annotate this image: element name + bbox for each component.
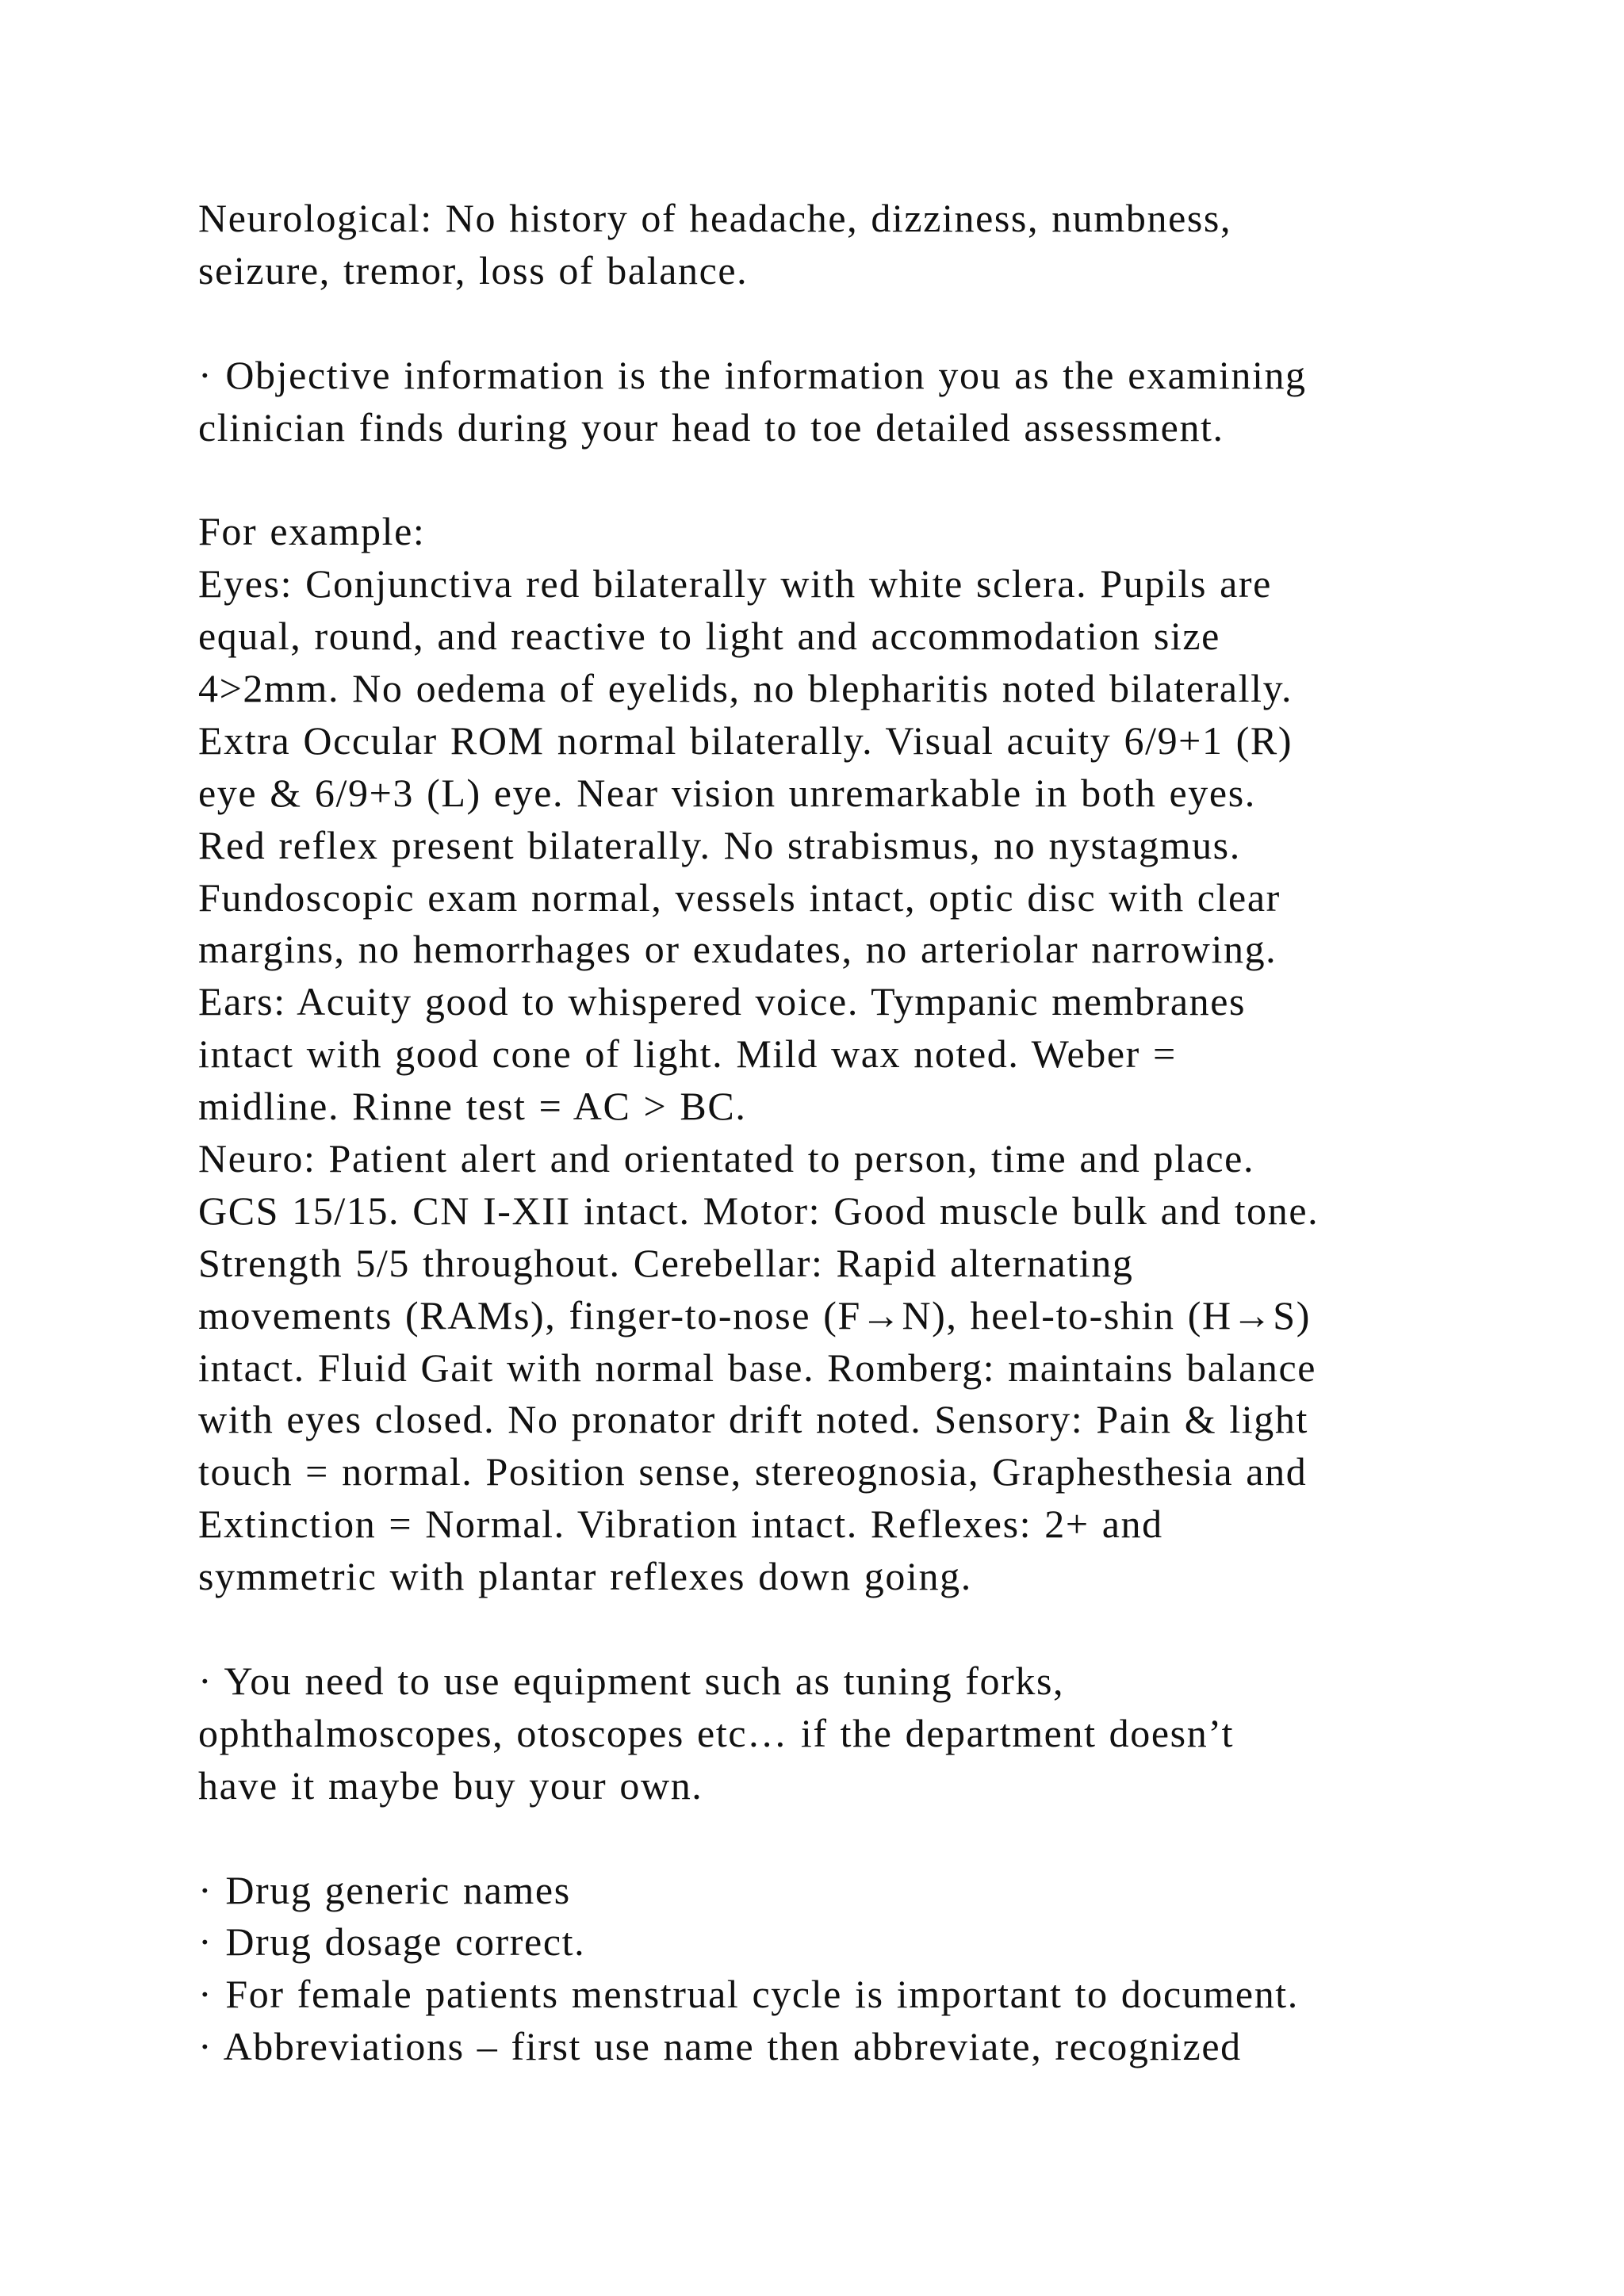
text-line: Strength 5/5 throughout. Cerebellar: Rapid alternating bbox=[198, 1240, 1134, 1285]
text-line: ophthalmoscopes, otoscopes etc… if the department doesn’t bbox=[198, 1710, 1235, 1755]
text-line: with eyes closed. No pronator drift noted. Sensory: Pain & light bbox=[198, 1397, 1308, 1442]
text-line: movements (RAMs), finger-to-nose (F→N), heel-to-shin (H→S) bbox=[198, 1292, 1311, 1337]
text-line: Eyes: Conjunctiva red bilaterally with white sclera. Pupils are bbox=[198, 561, 1272, 607]
bullet-line: · For female patients menstrual cycle is important to document. bbox=[198, 1972, 1299, 2017]
bullet-line: · Drug generic names bbox=[198, 1867, 571, 1912]
text-line: Extinction = Normal. Vibration intact. Reflexes: 2+ and bbox=[198, 1502, 1163, 1547]
text-line: seizure, tremor, loss of balance. bbox=[198, 247, 749, 293]
text-line: eye & 6/9+3 (L) eye. Near vision unremarkable in both eyes. bbox=[198, 770, 1256, 815]
text-line: Red reflex present bilaterally. No strabismus, no nystagmus. bbox=[198, 822, 1241, 867]
paragraph-gap bbox=[198, 1603, 1546, 1655]
bullet-line: · Objective information is the information you as the examining bbox=[198, 352, 1307, 397]
paragraph-gap bbox=[198, 1812, 1546, 1865]
text-line: intact. Fluid Gait with normal base. Romberg: maintains balance bbox=[198, 1345, 1317, 1390]
text-line: intact with good cone of light. Mild wax noted. Weber = bbox=[198, 1031, 1177, 1077]
bullet-line: · You need to use equipment such as tuning forks, bbox=[198, 1658, 1065, 1703]
text-line: GCS 15/15. CN I-XII intact. Motor: Good muscle bulk and tone. bbox=[198, 1188, 1320, 1233]
bullet-line: · Abbreviations – first use name then abbreviate, recognized bbox=[198, 2024, 1242, 2069]
text-line: Ears: Acuity good to whispered voice. Tympanic membranes bbox=[198, 979, 1247, 1024]
text-line: clinician finds during your head to toe detailed assessment. bbox=[198, 404, 1224, 450]
text-line: midline. Rinne test = AC > BC. bbox=[198, 1084, 747, 1129]
text-line: have it maybe buy your own. bbox=[198, 1762, 703, 1808]
text-line: equal, round, and reactive to light and accommodation size bbox=[198, 614, 1220, 659]
text-line: margins, no hemorrhages or exudates, no arteriolar narrowing. bbox=[198, 927, 1277, 972]
text-line: Extra Occular ROM normal bilaterally. Visual acuity 6/9+1 (R) bbox=[198, 718, 1293, 763]
text-line: For example: bbox=[198, 509, 426, 554]
text-line: Fundoscopic exam normal, vessels intact, optic disc with clear bbox=[198, 874, 1281, 920]
bullet-line: · Drug dosage correct. bbox=[198, 1919, 586, 1965]
bullet-list-documentation bbox=[198, 1865, 1546, 2074]
paragraph-neurological-history bbox=[198, 193, 1546, 297]
document-body bbox=[198, 193, 1546, 2073]
text-line: 4>2mm. No oedema of eyelids, no blepharitis noted bilaterally. bbox=[198, 666, 1293, 711]
text-line: touch = normal. Position sense, stereognosia, Graphesthesia and bbox=[198, 1449, 1308, 1494]
text-line: Neuro: Patient alert and orientated to person, time and place. bbox=[198, 1136, 1255, 1181]
paragraph-gap bbox=[198, 297, 1546, 350]
paragraph-example-assessment bbox=[198, 506, 1546, 1603]
text-line: symmetric with plantar reflexes down going. bbox=[198, 1554, 972, 1599]
paragraph-gap bbox=[198, 453, 1546, 506]
text-line: Neurological: No history of headache, dizziness, numbness, bbox=[198, 196, 1232, 240]
paragraph-equipment bbox=[198, 1655, 1546, 1812]
paragraph-objective-information bbox=[198, 350, 1546, 454]
